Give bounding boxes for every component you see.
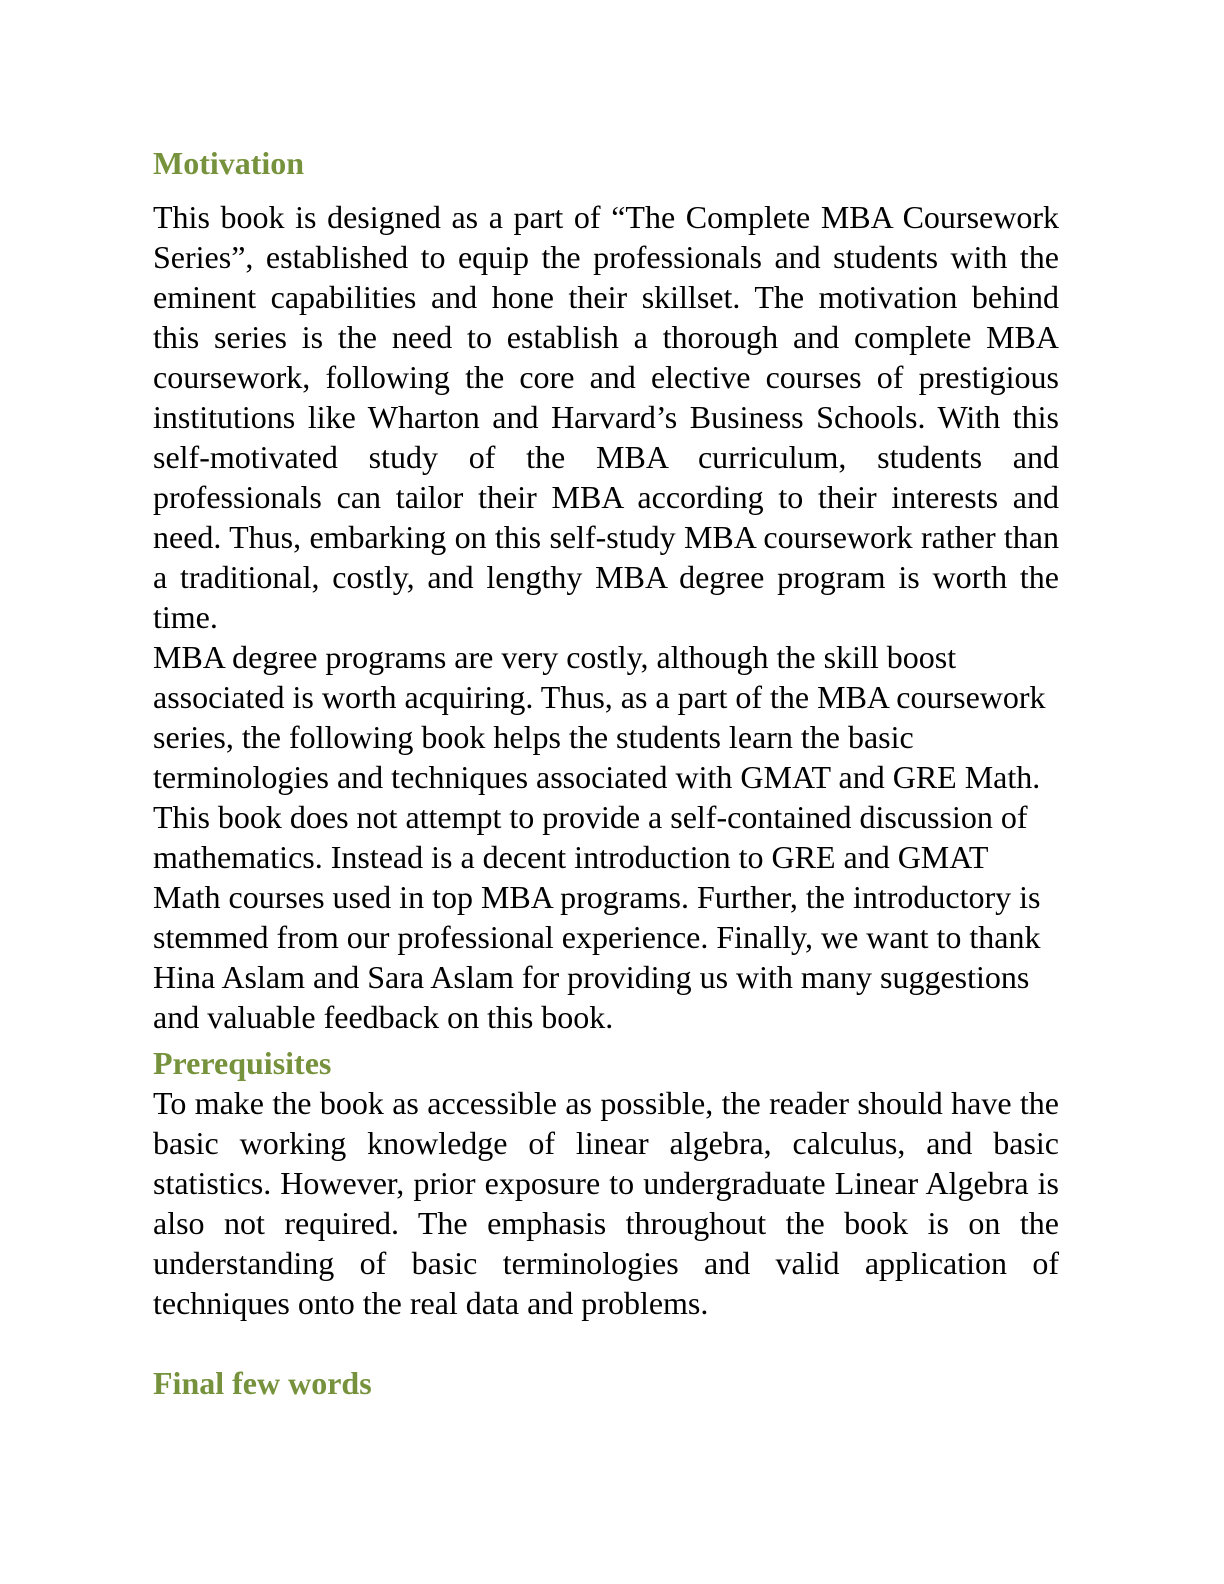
heading-final-few-words: Final few words	[153, 1365, 372, 1401]
paragraph-motivation-2: MBA degree programs are very costly, although the skill boost associated is worth acquiring. Thus, as a part of the MBA coursework series, the following book helps the students learn the basic terminologies and techniques associated with GMAT and GRE Math. This book does not attempt to provide a self-contained discussion of mathematics. Instead is a decent introduction to GRE and GMAT Math courses used in top MBA programs. Further, the introductory is stemmed from our professional experience. Finally, we want to thank Hina Aslam and Sara Aslam for providing us with many suggestions and valuable feedback on this book.	[153, 639, 1046, 1035]
paragraph-motivation-1: This book is designed as a part of “The Complete MBA Coursework Series”, established to equip the professionals and students with the eminent capabilities and hone their skillset. The motivation behind this series is the need to establish a thorough and complete MBA coursework, following the core and elective courses of prestigious institutions like Wharton and Harvard’s Business Schools. With this self-motivated study of the MBA curriculum, students and professionals can tailor their MBA according to their interests and need. Thus, embarking on this self-study MBA coursework rather than a traditional, costly, and lengthy MBA degree program is worth the time.	[153, 199, 1059, 635]
document-page	[153, 140, 1059, 1403]
paragraph-prerequisites: To make the book as accessible as possible, the reader should have the basic working knowledge of linear algebra, calculus, and basic statistics. However, prior exposure to undergraduate Linear Algebra is also not required. The emphasis throughout the book is on the understanding of basic terminologies and valid application of techniques onto the real data and problems.	[153, 1085, 1059, 1321]
heading-prerequisites: Prerequisites	[153, 1045, 332, 1081]
heading-motivation: Motivation	[153, 145, 305, 181]
